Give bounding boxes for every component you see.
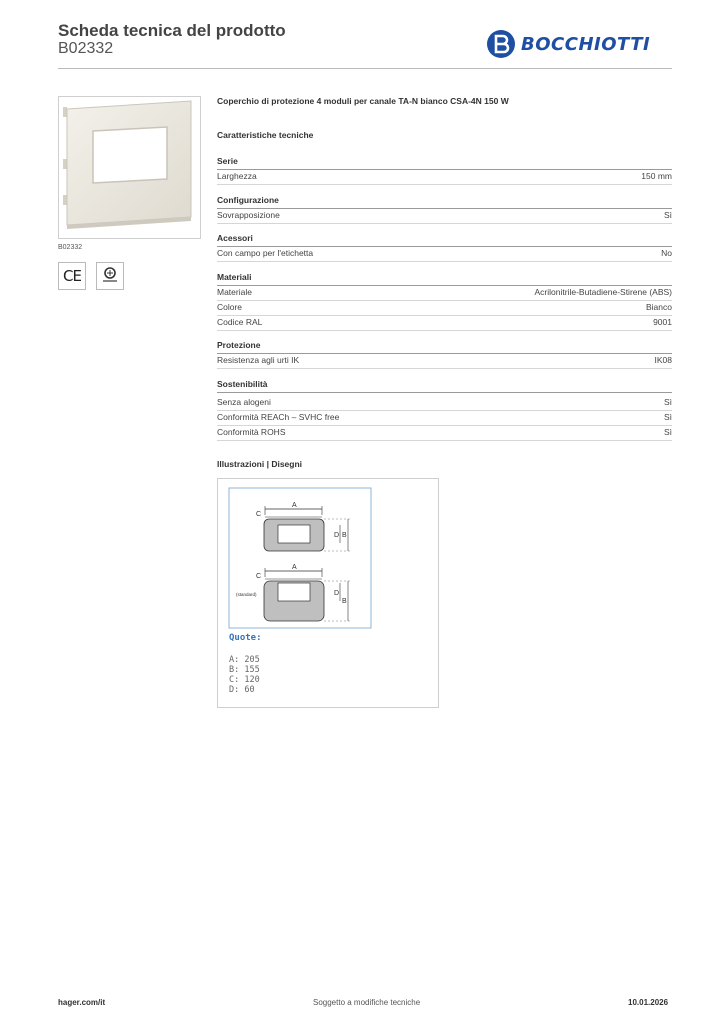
spec-value: 150 mm [641, 171, 672, 181]
spec-row [217, 210, 672, 224]
dim-label-a-bottom: A [292, 564, 297, 571]
spec-label: Con campo per l'etichetta [217, 248, 314, 258]
spec-row [217, 302, 672, 316]
group-title-serie: Serie [217, 156, 672, 170]
header-divider [58, 68, 672, 69]
spec-row [217, 248, 672, 262]
spec-value: Sì [663, 412, 672, 422]
spec-label: Senza alogeni [217, 397, 271, 407]
specs-heading: Caratteristiche tecniche [217, 130, 314, 140]
footer-note: Soggetto a modifiche tecniche [313, 998, 421, 1007]
brand-name: BOCCHIOTTI [521, 33, 651, 55]
spec-value: Acrilonitrile-Butadiene-Stirene (ABS) [534, 287, 672, 297]
spec-label: Conformità ROHS [217, 427, 286, 437]
spec-value: No [661, 248, 672, 258]
product-image-caption: B02332 [58, 244, 83, 251]
dim-note-standard: (standard) [236, 592, 257, 597]
page-title: Scheda tecnica del prodotto [58, 21, 286, 40]
quote-item: D: 60 [229, 685, 255, 695]
spec-label: Resistenza agli urti IK [217, 355, 300, 365]
spec-label: Conformità REACh – SVHC free [217, 412, 340, 422]
spec-label: Materiale [217, 287, 252, 297]
dim-label-b-top: B [342, 532, 347, 539]
ce-mark [58, 262, 86, 290]
quotes-title: Quote: [229, 633, 262, 643]
footer-website[interactable]: hager.com/it [58, 998, 106, 1007]
main-content [217, 96, 672, 469]
product-code-heading: B02332 [58, 40, 114, 57]
spec-row [217, 412, 672, 426]
spec-value: Sì [663, 427, 672, 437]
technical-drawing [217, 478, 439, 708]
spec-label: Larghezza [217, 171, 257, 181]
quote-item: A: 205 [229, 655, 260, 665]
spec-row [217, 287, 672, 301]
spec-row [217, 171, 672, 185]
quote-item: B: 155 [229, 665, 260, 675]
footer-date: 10.01.2026 [628, 998, 669, 1007]
ce-mark-icon: CE [63, 267, 81, 285]
spec-row [217, 427, 672, 441]
spec-label: Codice RAL [217, 317, 263, 327]
dim-label-b-bottom: B [342, 598, 347, 605]
spec-row [217, 355, 672, 369]
group-title-configurazione: Configurazione [217, 195, 672, 209]
product-image [58, 96, 201, 239]
quote-item: C: 120 [229, 675, 260, 685]
spec-row [217, 397, 672, 411]
group-title-acessori: Acessori [217, 233, 672, 247]
bocchiotti-mark-icon [486, 29, 516, 59]
spec-value: Sì [663, 397, 672, 407]
group-title-materiali: Materiali [217, 272, 672, 286]
dim-label-c-bottom: C [256, 573, 262, 580]
dim-label-d-bottom: D [334, 590, 340, 597]
quality-mark [96, 262, 124, 290]
dim-label-d-top: D [334, 532, 340, 539]
dim-label-a-top: A [292, 502, 297, 509]
spec-value: IK08 [654, 355, 672, 365]
spec-value: Sì [663, 210, 672, 220]
spec-label: Colore [217, 302, 243, 312]
spec-value: Bianco [646, 302, 672, 312]
group-title-protezione: Protezione [217, 340, 672, 354]
illustrations-heading: Illustrazioni | Disegni [217, 459, 303, 469]
spec-row [217, 317, 672, 331]
spec-label: Sovrapposizione [217, 210, 280, 220]
cover-plate-image [59, 97, 200, 238]
dimension-drawing-image [218, 479, 438, 629]
group-title-sostenibilita: Sostenibilità [217, 379, 672, 393]
quality-mark-icon [99, 265, 121, 287]
brand-logo [486, 29, 650, 59]
product-title: Coperchio di protezione 4 moduli per canale TA-N bianco CSA-4N 150 W [217, 96, 509, 106]
dim-label-c-top: C [256, 511, 262, 518]
spec-value: 9001 [653, 317, 672, 327]
quotes-list [229, 655, 260, 695]
